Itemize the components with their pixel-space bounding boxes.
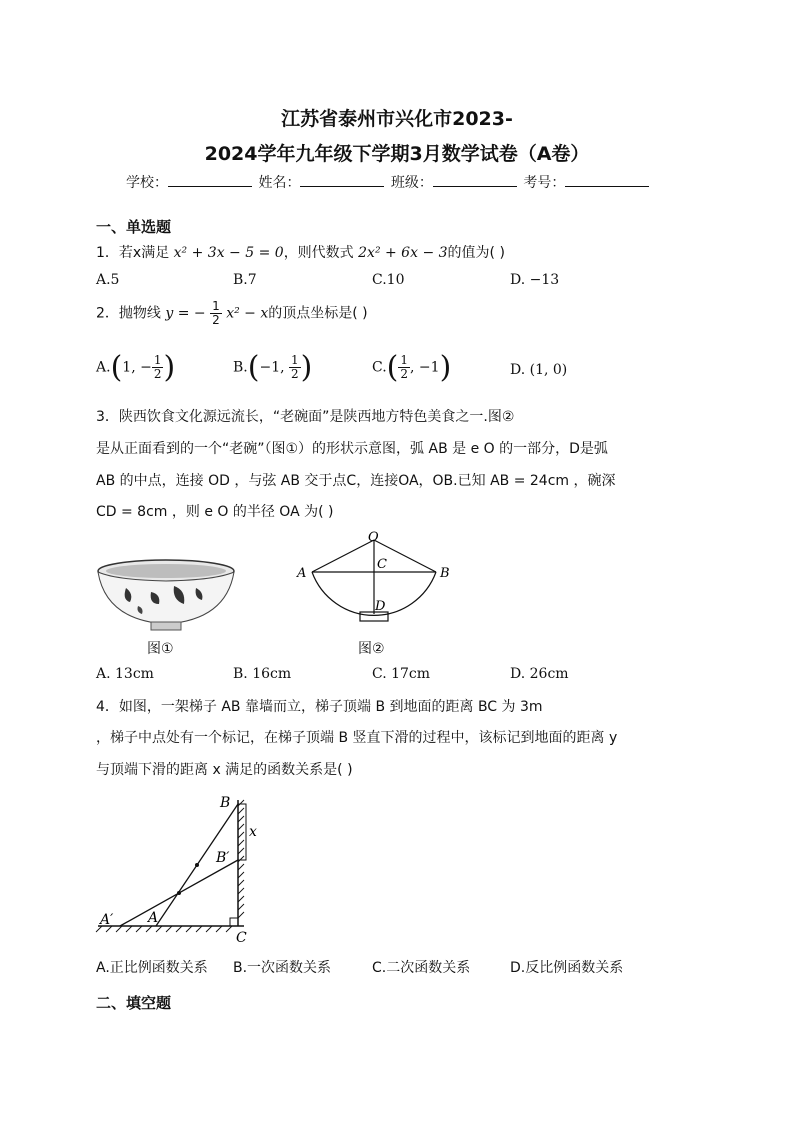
figure-1-caption: 图① bbox=[147, 641, 174, 657]
label-b: B bbox=[440, 566, 450, 581]
label-a: A bbox=[148, 910, 159, 926]
label-c: C bbox=[236, 930, 247, 946]
q3-line-4: CD = 8cm ，则 e O 的半径 OA 为( ) bbox=[96, 504, 334, 520]
q1-option-a[interactable]: A.5 bbox=[96, 272, 120, 288]
label-a-prime: A′ bbox=[100, 912, 114, 928]
q1-equation-1: x² + 3x − 5 = 0 bbox=[173, 245, 284, 261]
q2-x-part: x² − x bbox=[226, 305, 269, 322]
q3-option-c[interactable]: C. 17cm bbox=[372, 666, 431, 682]
ladder-diagram bbox=[92, 788, 272, 946]
label-b-prime: B′ bbox=[216, 850, 230, 866]
q3-option-b[interactable]: B. 16cm bbox=[233, 666, 292, 682]
school-field[interactable] bbox=[168, 174, 252, 187]
figure-2-caption: 图② bbox=[358, 641, 385, 657]
q4-option-d[interactable]: D.反比例函数关系 bbox=[510, 960, 624, 976]
class-field[interactable] bbox=[433, 174, 517, 187]
label-a: A bbox=[297, 566, 307, 581]
label-o: O bbox=[368, 530, 379, 545]
label-d: D bbox=[375, 599, 386, 614]
section-single-choice: 一、单选题 bbox=[96, 218, 172, 236]
q4-line-1: 4．如图，一架梯子 AB 靠墙而立，梯子顶端 B 到地面的距离 BC 为 3m bbox=[96, 699, 543, 715]
q1-option-b[interactable]: B.7 bbox=[233, 272, 257, 288]
bowl-diagram bbox=[292, 530, 462, 630]
q1-text-a: 1．若x满足 bbox=[96, 245, 170, 261]
bowl-photo bbox=[96, 558, 236, 634]
exam-number-label: 考号： bbox=[523, 175, 566, 191]
q2-option-d[interactable]: D. (1, 0) bbox=[510, 362, 568, 378]
title-line-2: 2024学年九年级下学期3月数学试卷（A卷） bbox=[204, 143, 590, 165]
q1-option-c[interactable]: C.10 bbox=[372, 272, 405, 288]
q4-option-c[interactable]: C.二次函数关系 bbox=[372, 960, 471, 976]
q1-equation-2: 2x² + 6x − 3 bbox=[358, 245, 448, 261]
q2-text-b: 的顶点坐标是( ) bbox=[268, 305, 368, 322]
question-2 bbox=[96, 300, 368, 327]
exam-number-field[interactable] bbox=[565, 174, 649, 187]
q4-option-b[interactable]: B.一次函数关系 bbox=[233, 960, 332, 976]
q3-line-2: 是从正面看到的一个“老碗”（图①）的形状示意图，弧 AB 是 e O 的一部分，D是弧 bbox=[96, 441, 608, 457]
q4-line-2: ，梯子中点处有一个标记，在梯子顶端 B 竖直下滑的过程中，该标记到地面的距离 y bbox=[96, 730, 618, 746]
label-x: x bbox=[249, 824, 257, 840]
label-c: C bbox=[377, 557, 387, 572]
q2-option-a[interactable]: A.(1, − $\frac{1}{2}$ ) bbox=[96, 350, 176, 385]
q3-option-a[interactable]: A. 13cm bbox=[96, 666, 154, 682]
q4-line-3: 与顶端下滑的距离 x 满足的函数关系是( ) bbox=[96, 762, 353, 778]
q1-text-b: ，则代数式 bbox=[283, 245, 354, 261]
q2-fraction: $\frac{1}{2}$ bbox=[212, 299, 220, 327]
school-label: 学校： bbox=[126, 175, 168, 191]
name-field[interactable] bbox=[300, 174, 384, 187]
q3-option-d[interactable]: D. 26cm bbox=[510, 666, 569, 682]
section-fill-in: 二、填空题 bbox=[96, 994, 172, 1012]
q4-option-a[interactable]: A.正比例函数关系 bbox=[96, 960, 208, 976]
q2-text-a: 2．抛物线 bbox=[96, 305, 161, 322]
q2-option-c[interactable]: C.( $\frac{1}{2}$ , −1) bbox=[372, 350, 452, 385]
name-label: 姓名： bbox=[258, 175, 301, 191]
question-1 bbox=[96, 242, 505, 262]
q3-line-3: AB 的中点，连接 OD ，与弦 AB 交于点C，连接OA，OB.已知 AB = 24cm ，碗深 bbox=[96, 473, 616, 489]
q1-text-c: 的值为( ) bbox=[447, 245, 505, 261]
label-b-top: B bbox=[220, 795, 231, 811]
q2-option-b[interactable]: B.(−1, $\frac{1}{2}$ ) bbox=[233, 350, 313, 385]
q1-option-d[interactable]: D. −13 bbox=[510, 272, 560, 288]
q3-line-1: 3．陕西饮食文化源远流长，“老碗面”是陕西地方特色美食之一.图② bbox=[96, 409, 515, 425]
info-row bbox=[126, 172, 651, 192]
title-line-1: 江苏省泰州市兴化市2023- bbox=[281, 108, 513, 130]
class-label: 班级： bbox=[390, 175, 433, 191]
q2-y-eq: y = − bbox=[165, 305, 206, 322]
